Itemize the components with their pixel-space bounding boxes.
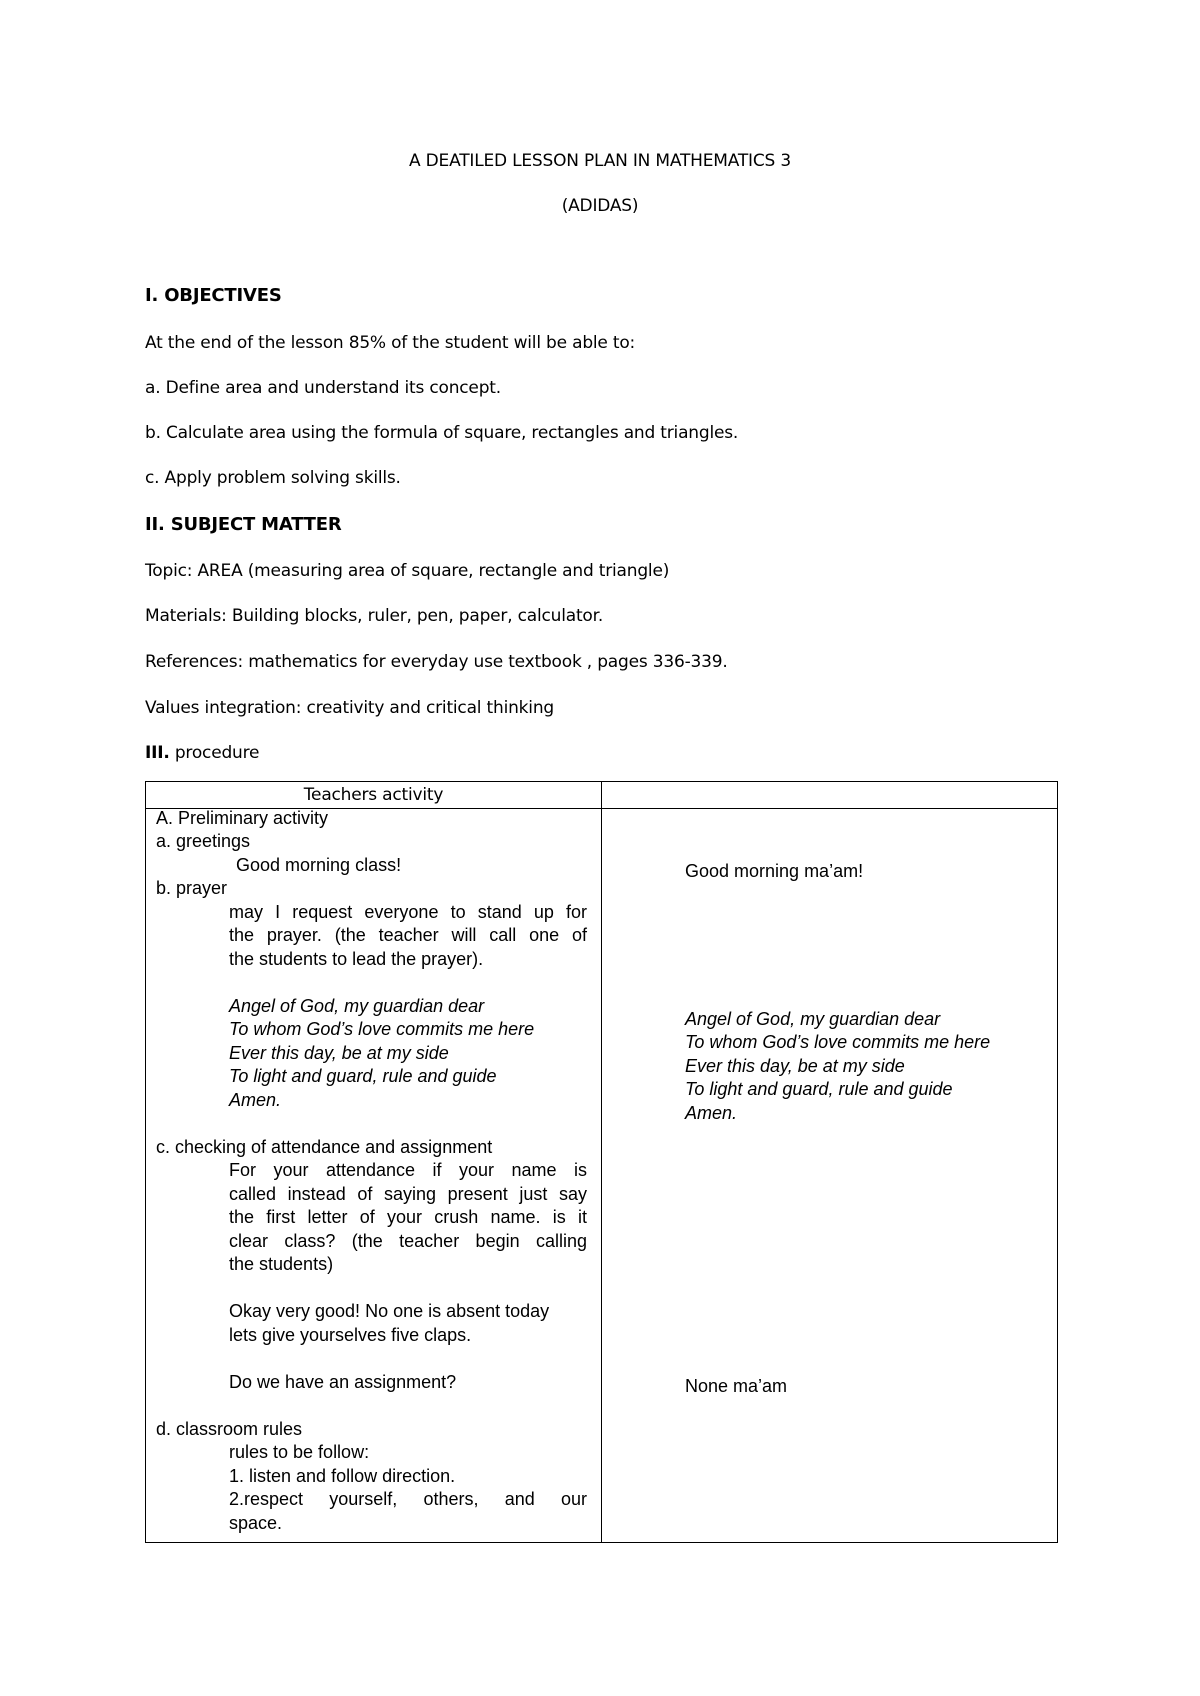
procedure-table — [145, 781, 1058, 1543]
attendance-line: For your attendance if your name is — [229, 1160, 587, 1180]
rule-item: 1. listen and follow direction. — [229, 1466, 456, 1486]
document-subtitle: (ADIDAS) — [561, 196, 639, 216]
teacher-prayer-line: To whom God’s love commits me here — [229, 1019, 535, 1039]
prayer-instruction-line: may I request everyone to stand up for — [229, 902, 587, 922]
rule-item: space. — [229, 1513, 283, 1533]
greetings-label: a. greetings — [156, 831, 251, 851]
classroom-rules-label: d. classroom rules — [156, 1419, 303, 1439]
prayer-instruction-line: the students to lead the prayer). — [229, 949, 484, 969]
student-greeting-reply: Good morning ma’am! — [685, 861, 864, 881]
teachers-activity-header: Teachers activity — [146, 782, 602, 809]
rules-intro: rules to be follow: — [229, 1442, 370, 1462]
attendance-line: the students) — [229, 1254, 334, 1274]
praise-line: Okay very good! No one is absent today — [229, 1301, 550, 1321]
student-activity-cell — [602, 809, 1058, 1543]
student-prayer-line: Ever this day, be at my side — [685, 1056, 905, 1076]
objectives-heading: I. OBJECTIVES — [145, 285, 282, 306]
teacher-prayer-line: Angel of God, my guardian dear — [229, 996, 485, 1016]
attendance-line: the first letter of your crush name. is it — [229, 1207, 587, 1227]
prayer-instruction-line: the prayer. (the teacher will call one of — [229, 925, 587, 945]
subject-topic: Topic: AREA (measuring area of square, rectangle and triangle) — [145, 561, 670, 581]
subject-values: Values integration: creativity and critical thinking — [145, 698, 554, 718]
teacher-prayer-line: To light and guard, rule and guide — [229, 1066, 497, 1086]
student-prayer-line: Amen. — [685, 1103, 738, 1123]
procedure-heading — [145, 742, 259, 764]
teacher-greeting: Good morning class! — [236, 855, 402, 875]
subject-materials: Materials: Building blocks, ruler, pen, paper, calculator. — [145, 606, 604, 626]
attendance-line: called instead of saying present just say — [229, 1184, 587, 1204]
praise-line: lets give yourselves five claps. — [229, 1325, 472, 1345]
subject-matter-heading: II. SUBJECT MATTER — [145, 514, 342, 535]
procedure-heading-number: III. — [145, 743, 170, 763]
procedure-heading-text: procedure — [169, 743, 260, 763]
student-prayer-line: Angel of God, my guardian dear — [685, 1009, 941, 1029]
prayer-label: b. prayer — [156, 878, 228, 898]
rule-item: 2.respect yourself, others, and our — [229, 1489, 587, 1509]
document-title: A DEATILED LESSON PLAN IN MATHEMATICS 3 — [409, 151, 791, 171]
attendance-line: clear class? (the teacher begin calling — [229, 1231, 587, 1251]
subject-references: References: mathematics for everyday use textbook , pages 336-339. — [145, 652, 728, 672]
teacher-prayer-line: Amen. — [229, 1090, 282, 1110]
student-prayer-line: To whom God’s love commits me here — [685, 1032, 991, 1052]
student-assignment-reply: None ma’am — [685, 1376, 788, 1396]
student-prayer-line: To light and guard, rule and guide — [685, 1079, 953, 1099]
preliminary-activity: A. Preliminary activity — [156, 808, 329, 828]
students-activity-header — [602, 782, 1058, 809]
teacher-prayer-line: Ever this day, be at my side — [229, 1043, 449, 1063]
objective-item: b. Calculate area using the formula of square, rectangles and triangles. — [145, 423, 739, 443]
objective-item: c. Apply problem solving skills. — [145, 468, 401, 488]
attendance-label: c. checking of attendance and assignment — [156, 1137, 493, 1157]
assignment-question: Do we have an assignment? — [229, 1372, 457, 1392]
objectives-intro: At the end of the lesson 85% of the student will be able to: — [145, 333, 636, 353]
objective-item: a. Define area and understand its concept. — [145, 378, 501, 398]
teacher-activity-cell — [146, 809, 602, 1543]
